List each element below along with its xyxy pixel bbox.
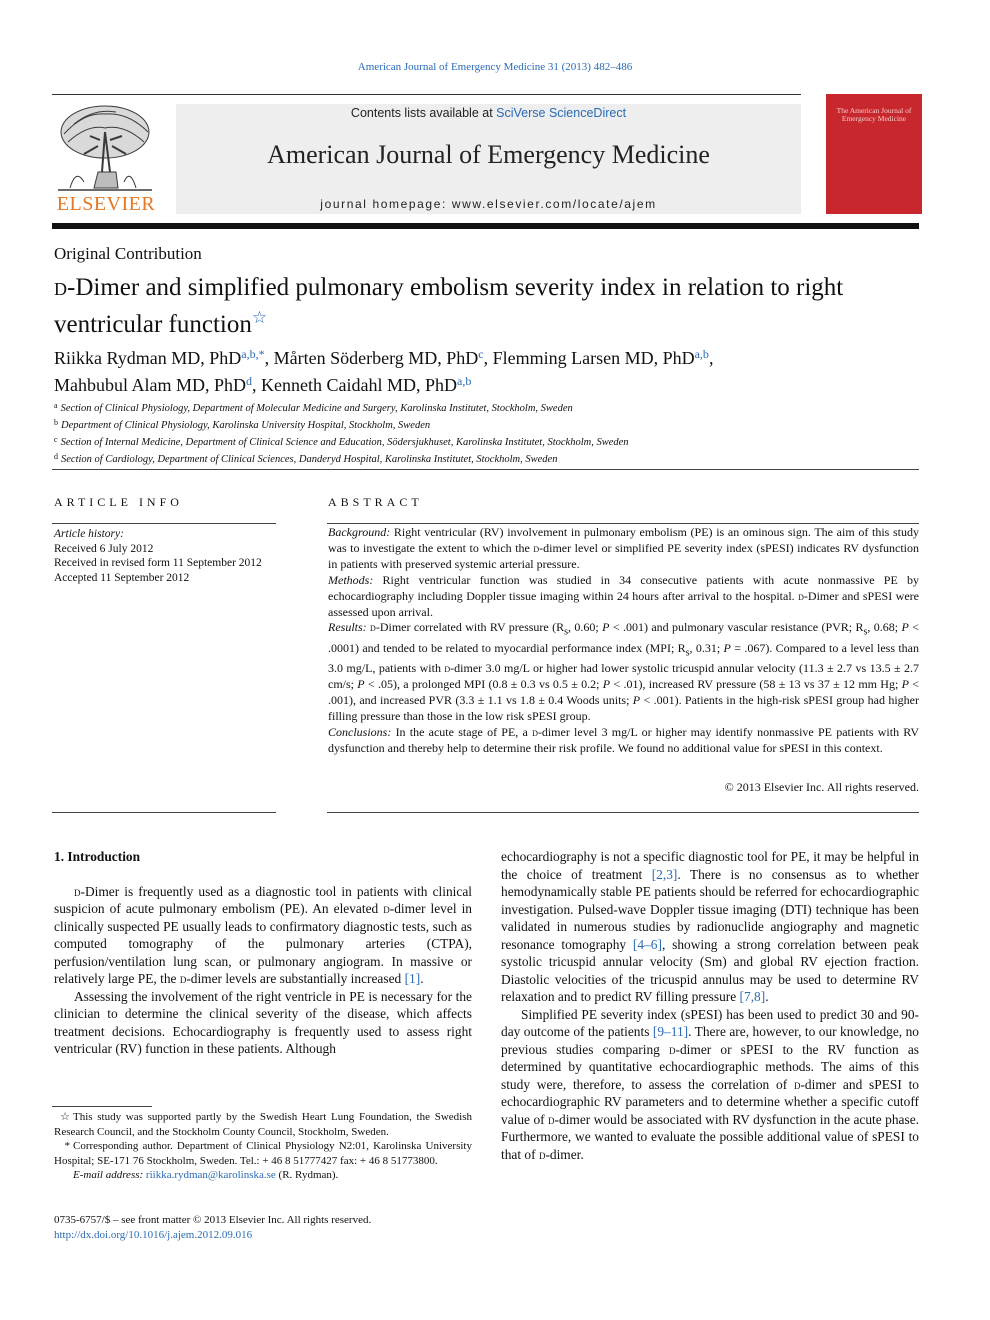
abstract-text-run: , 0.60; xyxy=(568,620,603,635)
body-text-run: -dimer levels are substantially increased xyxy=(186,971,405,986)
journal-cover-title: The American Journal of Emergency Medicine xyxy=(836,106,912,123)
abstract-smallcaps: d xyxy=(798,588,804,603)
body-text-run: -dimer level in clinically suspected PE usually leads to confirmatory diagnostic tests, such as computed tomography of the pulmonary arteries (CTPA), perfusion/ventilation lung scan, or pulmonary angiogram. In massive or relatively large PE, the xyxy=(54,901,472,986)
abstract-results xyxy=(328,620,919,724)
author-separator: , xyxy=(252,375,262,395)
affiliation-letter: a xyxy=(54,401,58,410)
issn-line: 0735-6757/$ – see front matter © 2013 Elsevier Inc. All rights reserved. xyxy=(54,1214,372,1226)
section-label: Original Contribution xyxy=(54,244,202,263)
sciencedirect-link[interactable]: SciVerse ScienceDirect xyxy=(496,106,627,120)
journal-title: American Journal of Emergency Medicine xyxy=(267,140,710,169)
header-thick-rule xyxy=(52,223,919,229)
abstract-smallcaps: d xyxy=(533,540,540,555)
abstract-text-run: Right ventricular function was studied in 34 consecutive patients with acute nonmassive PE by echocardiography including Doppler tissue imaging within 24 hours after arrival to the hospital. xyxy=(328,572,919,603)
article-info-rule xyxy=(52,523,276,524)
abstract-smallcaps: d xyxy=(370,620,376,635)
abstract-text-run: < .01), increased RV pressure (58 ± 13 vs 37 ± 12 mm Hg; xyxy=(610,676,902,691)
journal-homepage[interactable]: journal homepage: www.elsevier.com/locate/ajem xyxy=(320,197,657,211)
p-symbol: P xyxy=(602,620,610,635)
author-list xyxy=(54,343,914,397)
title-text: -Dimer and simplified pulmonary embolism severity index in relation to right ventricular function xyxy=(54,274,844,338)
p-symbol: P xyxy=(901,620,909,635)
p-symbol: P xyxy=(632,692,641,707)
abstract-smallcaps: d xyxy=(532,724,538,739)
author-affiliation-link[interactable]: d xyxy=(246,374,253,388)
contents-prefix: Contents lists available at xyxy=(350,106,497,120)
abstract-methods xyxy=(328,573,919,621)
affiliation-letter: b xyxy=(54,418,58,427)
body-smallcaps: d xyxy=(383,901,390,916)
title-footnote-star[interactable]: ☆ xyxy=(251,308,268,327)
abstract-text-run: -Dimer correlated with RV pressure (R xyxy=(375,620,565,635)
body-text-run: . There is no consensus as to whether hemodynamically stable PE patients should be referred for echocardiographic investigation. Pulsed-wave Doppler tissue imaging (DTI) technique has been validated in numerous studies by radionuclide angiography and magnetic resonance tomography xyxy=(501,866,919,952)
abstract-text-run: -dimer 3.0 mg/L or higher had lower systolic tricuspid annular velocity (11.3 ± 2.7 vs 13.5 ± 2.7 cm/s; xyxy=(328,661,920,691)
body-text-run: -dimer. xyxy=(545,1146,584,1162)
affiliation-letter: c xyxy=(54,435,58,444)
body-text-run: . There are, however, to our knowledge, no previous studies comparing xyxy=(501,1024,919,1057)
body-text-run: -dimer would be associated with RV dysfunction in the acute phase. Furthermore, we wanted to evaluate the possible additional value of sPESI to that of xyxy=(501,1111,919,1162)
footnote-text: This study was supported partly by the Swedish Heart Lung Foundation, the Swedish Research Council, and the Stockholm County Council, Stockholm, Sweden. xyxy=(54,1111,472,1138)
body-text-run: Simplified PE severity index (sPESI) has been used to predict 30 and 90-day outcome of the patients xyxy=(501,1006,919,1039)
body-text-run: , showing a strong correlation between peak systolic tricuspid annular velocity (Sm) and global RV ejection fraction. Diastolic velocities of the tricuspid annulus may be used to determine RV relaxation and to predict RV filling pressure xyxy=(501,936,919,1004)
received-date: Received 6 July 2012 xyxy=(54,542,154,555)
publisher-name: ELSEVIER xyxy=(56,193,156,215)
footnote-rule xyxy=(52,1106,152,1107)
abstract-text-run: < .05), a prolonged MPI (0.8 ± 0.3 vs 0.5 ± 0.2; xyxy=(364,676,603,691)
body-text-run: echocardiography is not a specific diagnostic tool for PE, it may be helpful in the choice of treatment xyxy=(501,849,919,882)
author-separator: , xyxy=(264,348,274,368)
affiliation-item xyxy=(54,416,914,433)
abstract-rule xyxy=(327,523,919,524)
subscript-s: s xyxy=(685,647,690,659)
author-affiliation-link[interactable]: a,b,* xyxy=(241,347,265,361)
results-label: Results: xyxy=(328,620,367,635)
email-label: E-mail address: xyxy=(73,1169,144,1181)
citation-link[interactable]: [7,8] xyxy=(739,989,766,1004)
email-link[interactable]: riikka.rydman@karolinska.se xyxy=(145,1169,276,1181)
article-history xyxy=(54,527,279,585)
subscript-s: s xyxy=(564,626,569,638)
affiliation-text: Section of Internal Medicine, Department of Clinical Science and Education, Södersjukhuset, Karolinska Institutet, Stockholm, Sweden xyxy=(60,437,629,448)
abstract-text-run: , 0.31; xyxy=(689,640,724,655)
body-paragraph xyxy=(501,848,919,1006)
email-footnote xyxy=(54,1168,472,1183)
abstract-text-run: -dimer level or simplified PE severity index (sPESI) indicates RV dysfunction in patients with preserved systemic arterial pressure. xyxy=(328,540,919,571)
citation-link[interactable]: [9–11] xyxy=(652,1024,689,1039)
affiliation-item xyxy=(54,399,914,416)
background-label: Background: xyxy=(328,525,391,539)
abstract-text-run: -Dimer and sPESI were assessed upon arrival. xyxy=(328,588,919,619)
body-smallcaps: d xyxy=(669,1041,676,1057)
methods-label: Methods: xyxy=(328,572,374,587)
author-separator: , xyxy=(708,348,714,368)
author-separator: , xyxy=(483,348,493,368)
affiliation-text: Department of Clinical Physiology, Karolinska University Hospital, Stockholm, Sweden xyxy=(61,420,431,431)
revised-date: Received in revised form 11 September 2012 xyxy=(54,557,262,569)
p-symbol: P xyxy=(602,676,611,691)
body-smallcaps: d xyxy=(179,971,187,986)
abstract-copyright: © 2013 Elsevier Inc. All rights reserved. xyxy=(724,780,919,794)
abstract-text-run: < .001). Patients in the high-risk sPESI group had higher filling pressure than those in the low risk sPESI group. xyxy=(328,692,919,723)
abstract-text-run: , 0.68; xyxy=(867,620,902,635)
footnotes xyxy=(54,1110,472,1183)
body-smallcaps: d xyxy=(793,1076,801,1092)
footnote-text: Corresponding author. Department of Clinical Physiology N2:01, Karolinska University Hospital; SE-171 76 Stockholm, Sweden. Tel.: + 46 8 51777427 fax: + 46 8 51773800. xyxy=(54,1140,472,1167)
abstract-conclusions xyxy=(328,725,919,757)
author-name: Riikka Rydman MD, PhD xyxy=(54,348,242,368)
doi-link[interactable]: http://dx.doi.org/10.1016/j.ajem.2012.09.016 xyxy=(54,1228,253,1241)
affiliation-text: Section of Clinical Physiology, Department of Molecular Medicine and Surgery, Karolinska Institutet, Stockholm, Sweden xyxy=(60,403,573,414)
abstract-text-run: = .067). Compared to a level less than 3.0 mg/L, patients with xyxy=(328,640,919,676)
citation-link[interactable]: [1] xyxy=(404,971,421,986)
abstract-text-run: -dimer level 3 mg/L or higher may identify nonmassive PE patients with RV dysfunction and thereby help to determine their risk profile. We found no additional value for sPESI in this context. xyxy=(328,724,920,755)
body-text-run: -dimer and sPESI to echocardiographic RV parameters and to determine whether a specific cutoff value of xyxy=(501,1076,919,1127)
body-smallcaps: d xyxy=(548,1111,555,1127)
body-text-run: -dimer or sPESI to the RV function as determined by quantitative echocardiographic methods. The aims of this study were, therefore, to assess the correlation of xyxy=(501,1041,919,1092)
body-smallcaps: d xyxy=(538,1146,546,1162)
p-symbol: P xyxy=(723,640,731,655)
running-head[interactable]: American Journal of Emergency Medicine 31 (2013) 482–486 xyxy=(357,61,633,73)
affiliation-text: Section of Cardiology, Department of Clinical Sciences, Danderyd Hospital, Karolinska Institutet, Stockholm, Sweden xyxy=(61,454,558,465)
body-text-run: . xyxy=(765,989,769,1004)
accepted-date: Accepted 11 September 2012 xyxy=(54,571,190,584)
abstract-text-run: In the acute stage of PE, a xyxy=(391,724,533,739)
author-affiliation-link[interactable]: a,b xyxy=(694,347,709,361)
author-affiliation-link[interactable]: c xyxy=(478,347,484,361)
email-suffix: (R. Rydman). xyxy=(275,1169,339,1181)
contents-line xyxy=(176,106,801,120)
p-symbol: P xyxy=(357,676,365,691)
conclusions-label: Conclusions: xyxy=(328,724,392,739)
subscript-s: s xyxy=(863,626,868,638)
footnote-star: ☆ xyxy=(60,1111,70,1123)
affiliation-item xyxy=(54,433,914,450)
body-right-column xyxy=(501,848,919,1163)
author-name: Mahbubul Alam MD, PhD xyxy=(54,375,247,395)
funding-footnote xyxy=(54,1110,472,1139)
author-name: Kenneth Caidahl MD, PhD xyxy=(261,375,457,395)
intro-heading: 1. Introduction xyxy=(54,849,141,864)
author-name: Mårten Söderberg MD, PhD xyxy=(273,348,479,368)
abstract-text-run: Right ventricular (RV) involvement in pulmonary embolism (PE) is an ominous sign. The aim of this study was to investigate the extent to which the xyxy=(328,525,919,555)
abstract-background xyxy=(328,525,919,573)
body-text-run: . xyxy=(420,971,424,986)
footnote-asterisk: * xyxy=(64,1140,70,1152)
history-label: Article history: xyxy=(54,528,124,540)
masthead-top-rule xyxy=(52,94,801,95)
article-title xyxy=(54,273,914,340)
p-symbol: P xyxy=(901,676,909,691)
citation-link[interactable]: [4–6] xyxy=(632,936,662,952)
abstract-text-run: < .001) and pulmonary vascular resistance (PVR; R xyxy=(609,620,864,635)
abstract-heading: ABSTRACT xyxy=(328,495,423,509)
body-paragraph xyxy=(54,883,472,988)
affiliation-rule xyxy=(52,469,919,470)
body-left-column xyxy=(54,848,472,1058)
body-paragraph xyxy=(501,1006,919,1164)
author-affiliation-link[interactable]: a,b xyxy=(457,374,472,388)
body-smallcaps: d xyxy=(74,883,81,899)
author-name: Flemming Larsen MD, PhD xyxy=(492,348,695,368)
abstract-smallcaps: d xyxy=(444,661,451,676)
citation-link[interactable]: [2,3] xyxy=(651,866,678,882)
affiliation-list xyxy=(54,399,914,467)
corresponding-footnote xyxy=(54,1139,472,1168)
article-info-bottom-rule xyxy=(52,812,276,813)
article-info-heading: ARTICLE INFO xyxy=(54,495,183,509)
abstract-text-run: < .001), and increased PVR (3.3 ± 1.1 vs 1.8 ± 0.4 Woods units; xyxy=(328,676,919,707)
affiliation-letter: d xyxy=(54,452,58,461)
title-smallcaps: d xyxy=(54,274,67,301)
affiliation-item xyxy=(54,450,914,467)
abstract-body xyxy=(328,525,919,756)
body-paragraph: Assessing the involvement of the right ventricle in PE is necessary for the clinician to determine the clinical severity of the disease, which affects treatment decisions. Echocardiography is frequently used to assess right ventricular (RV) function in these patients. Although xyxy=(54,988,472,1056)
body-text-run: -Dimer is frequently used as a diagnostic tool in patients with clinical suspicion of acute pulmonary embolism (PE). An elevated xyxy=(54,883,472,916)
abstract-text-run: < .0001) and tended to be related to myocardial performance index (MPI; R xyxy=(328,620,920,655)
issn-block xyxy=(54,1213,472,1242)
abstract-bottom-rule xyxy=(327,812,919,813)
